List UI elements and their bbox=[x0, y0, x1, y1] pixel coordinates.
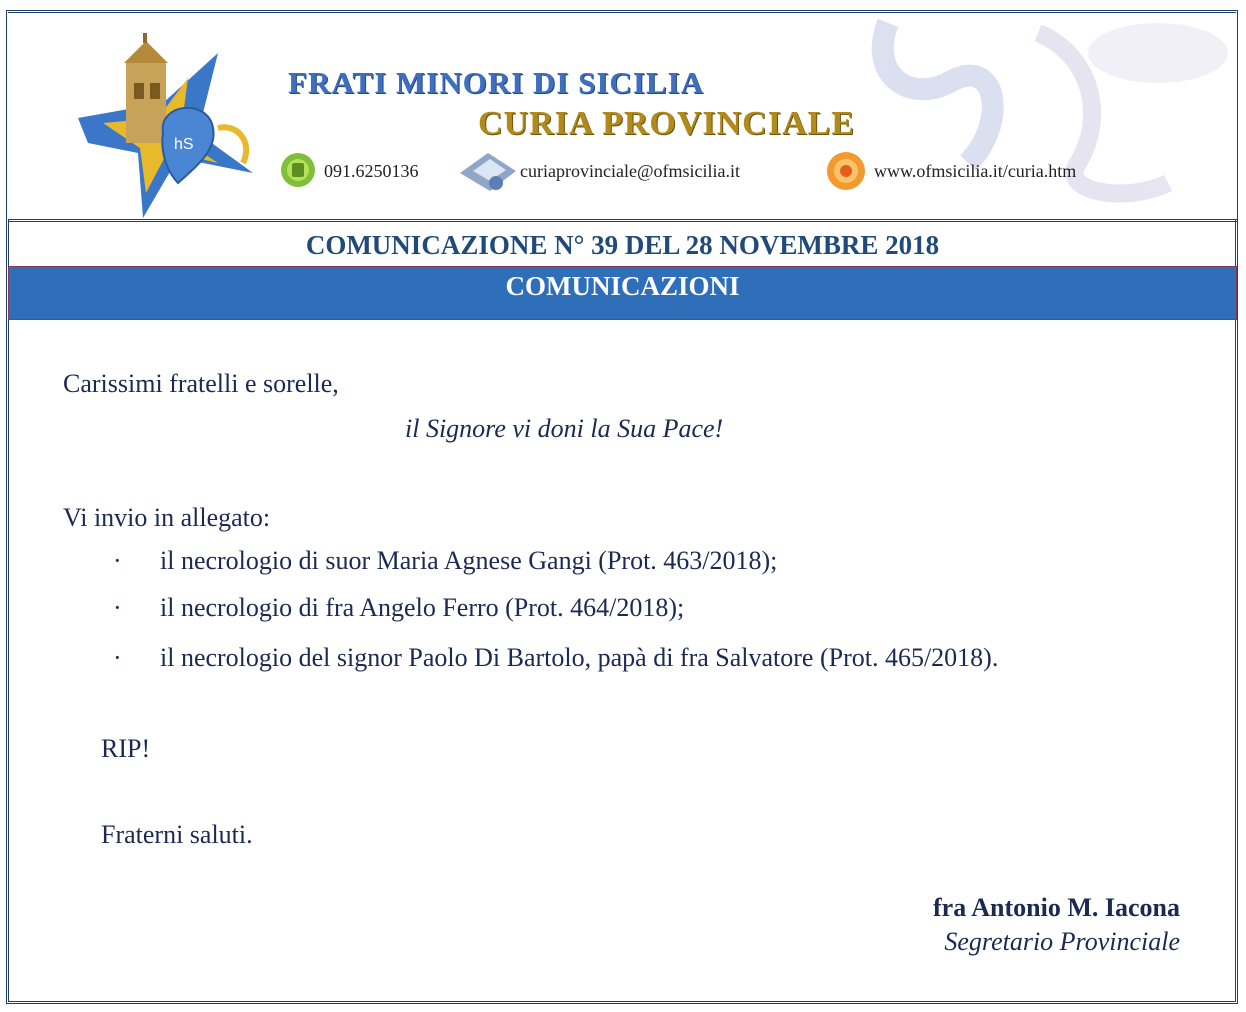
list-item: il necrologio di fra Angelo Ferro (Prot. 464/2018); bbox=[160, 593, 685, 622]
signature-name: fra Antonio M. Iacona bbox=[933, 893, 1180, 922]
communication-number: COMUNICAZIONE N° 39 DEL 28 NOVEMBRE 2018 bbox=[305, 230, 940, 260]
blessing: il Signore vi doni la Sua Pace! bbox=[405, 414, 724, 443]
province-title: FRATI MINORI DI SICILIA bbox=[288, 65, 705, 100]
closing: Fraterni saluti. bbox=[101, 820, 253, 849]
header-banner bbox=[8, 13, 1236, 219]
phone-icon bbox=[281, 153, 315, 187]
list-bullet: · bbox=[113, 546, 122, 575]
email-icon bbox=[460, 153, 516, 191]
section-title: COMUNICAZIONI bbox=[505, 271, 740, 301]
email-link[interactable]: curiaprovinciale@ofmsicilia.it bbox=[520, 161, 740, 181]
list-item: il necrologio di suor Maria Agnese Gangi (Prot. 463/2018); bbox=[160, 546, 778, 575]
list-item: il necrologio del signor Paolo Di Bartolo, papà di fra Salvatore (Prot. 465/2018). bbox=[160, 643, 999, 672]
greeting: Carissimi fratelli e sorelle, bbox=[63, 369, 339, 398]
website-link[interactable]: www.ofmsicilia.it/curia.htm bbox=[874, 161, 1077, 181]
province-logo bbox=[78, 33, 253, 218]
web-icon bbox=[827, 152, 865, 190]
signature-role: Segretario Provinciale bbox=[944, 927, 1180, 956]
phone-number: 091.6250136 bbox=[324, 161, 419, 181]
header-divider bbox=[8, 219, 1237, 222]
rip-text: RIP! bbox=[101, 734, 151, 763]
list-bullet: · bbox=[113, 593, 122, 622]
svg-text:hS: hS bbox=[174, 136, 194, 153]
attachment-intro: Vi invio in allegato: bbox=[63, 503, 271, 532]
list-bullet: · bbox=[113, 643, 122, 672]
curia-title: CURIA PROVINCIALE bbox=[478, 105, 855, 142]
section-bar bbox=[8, 266, 1237, 320]
